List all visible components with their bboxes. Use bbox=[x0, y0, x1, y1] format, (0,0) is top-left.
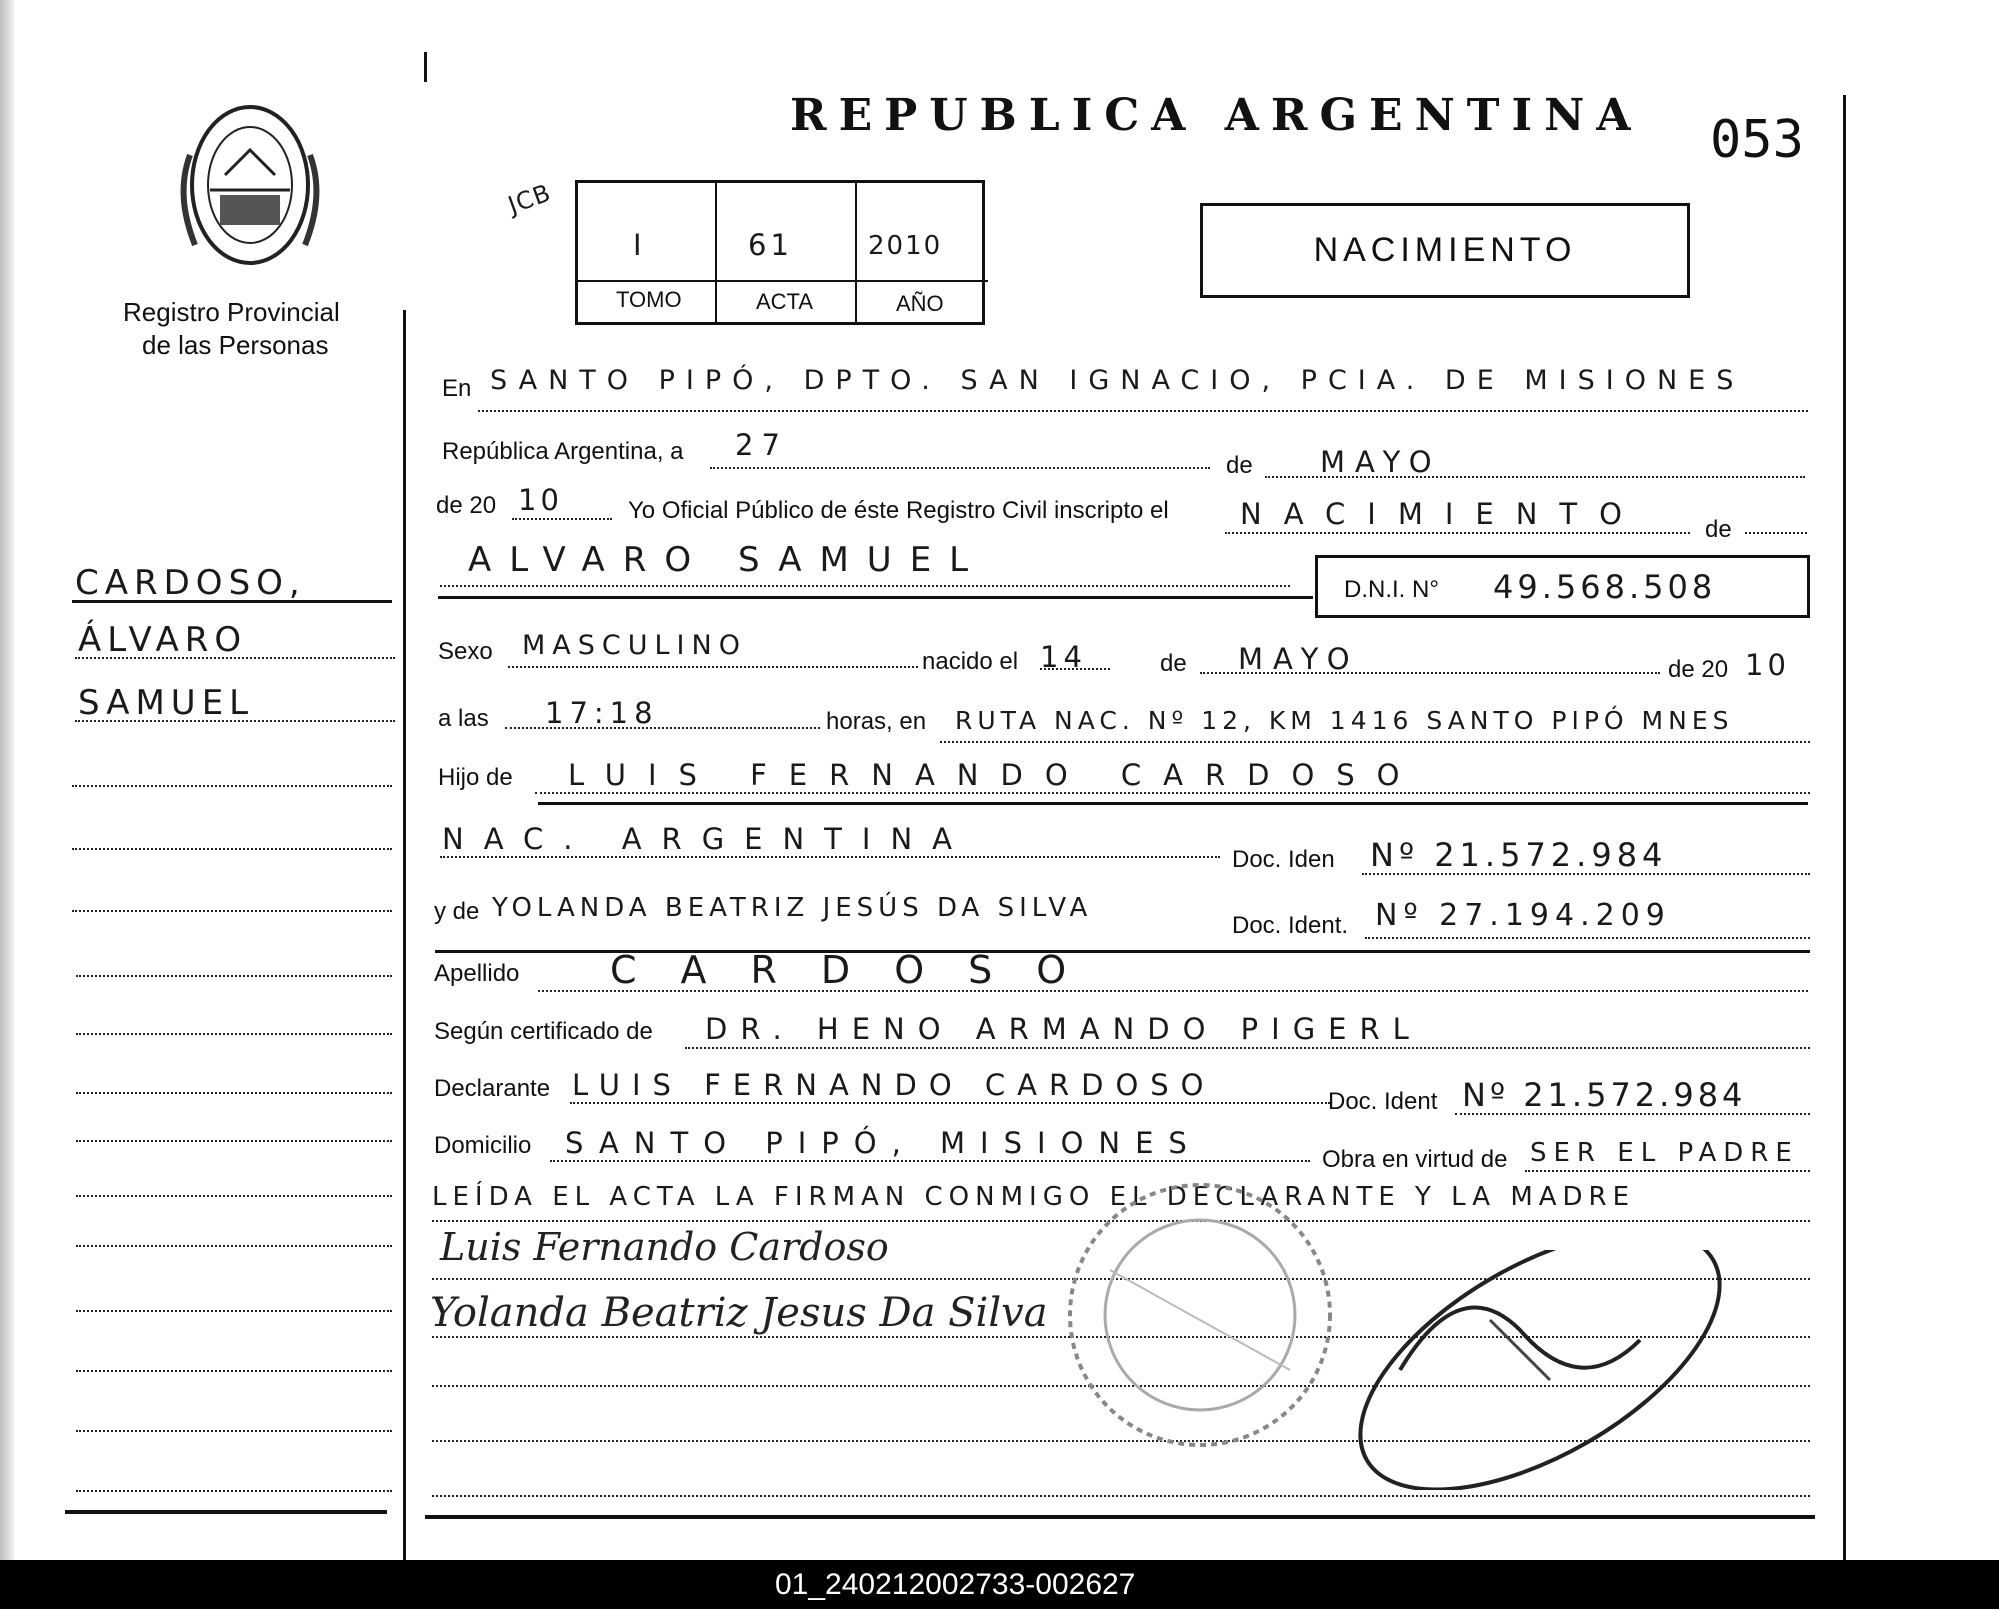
value-lugar-nac: RUTA NAC. Nº 12, KM 1416 SANTO PIPÓ MNES bbox=[955, 706, 1734, 735]
anio-value: 2010 bbox=[868, 231, 943, 261]
label-domicilio: Domicilio bbox=[434, 1132, 532, 1159]
anio-label: AÑO bbox=[896, 291, 944, 316]
value-domicilio: SANTO PIPÓ, MISIONES bbox=[565, 1126, 1202, 1160]
divider-top-mark bbox=[424, 52, 427, 82]
office-name-line2: de las Personas bbox=[142, 330, 329, 360]
value-inscripcion: NACIMIENTO bbox=[1240, 497, 1644, 531]
value-mes: MAYO bbox=[1320, 445, 1442, 479]
value-padre-doc: Nº 21.572.984 bbox=[1370, 836, 1668, 874]
value-leida: LEÍDA EL ACTA LA FIRMAN CONMIGO EL DECLARANTE Y LA MADRE bbox=[432, 1182, 1636, 1212]
label-de-20: de 20 bbox=[436, 492, 497, 519]
label-obra: Obra en virtud de bbox=[1322, 1146, 1508, 1173]
value-certificado: DR. HENO ARMANDO PIGERL bbox=[705, 1012, 1422, 1046]
tomo-value: I bbox=[633, 228, 644, 262]
value-declarante: LUIS FERNANDO CARDOSO bbox=[572, 1068, 1216, 1102]
label-republica: República Argentina, a bbox=[442, 438, 684, 465]
value-apellido: CARDOSO bbox=[610, 948, 1111, 992]
label-y-de: y de bbox=[434, 898, 480, 925]
value-nac-dia: 14 bbox=[1040, 640, 1087, 674]
value-padre: LUIS FERNANDO CARDOSO bbox=[568, 758, 1422, 792]
signature-madre: Yolanda Beatriz Jesus Da Silva bbox=[430, 1290, 1048, 1336]
value-anio: 10 bbox=[518, 483, 563, 517]
label-de-nombre: de bbox=[1705, 516, 1732, 543]
office-name-line1: Registro Provincial bbox=[123, 297, 340, 327]
label-sexo: Sexo bbox=[438, 638, 493, 665]
label-de-mes: de bbox=[1226, 452, 1253, 479]
value-nac-anio: 10 bbox=[1745, 648, 1790, 682]
label-doc-ident-1: Doc. Iden bbox=[1232, 846, 1335, 873]
value-padre-nac: NAC. ARGENTINA bbox=[442, 822, 972, 856]
right-border bbox=[1843, 95, 1846, 1560]
label-segun: Según certificado de bbox=[434, 1018, 653, 1045]
value-madre: YOLANDA BEATRIZ JESÚS DA SILVA bbox=[492, 893, 1093, 923]
acta-label: ACTA bbox=[756, 289, 814, 314]
tomo-label: TOMO bbox=[616, 287, 682, 312]
label-de-nac-mes: de bbox=[1160, 650, 1187, 677]
act-type: NACIMIENTO bbox=[1313, 231, 1577, 269]
value-lugar: SANTO PIPÓ, DPTO. SAN IGNACIO, PCIA. DE MISIONES bbox=[490, 365, 1745, 396]
margin-name-line1: CARDOSO, bbox=[75, 563, 306, 603]
value-nac-mes: MAYO bbox=[1238, 642, 1360, 676]
label-nacido-el: nacido el bbox=[922, 648, 1019, 675]
value-dni: 49.568.508 bbox=[1493, 568, 1717, 606]
label-dni: D.N.I. N° bbox=[1344, 576, 1439, 603]
value-declarante-doc: Nº 21.572.984 bbox=[1462, 1076, 1747, 1114]
value-dia: 27 bbox=[735, 428, 788, 462]
label-yo-oficial: Yo Oficial Público de éste Registro Civil inscripto el bbox=[628, 497, 1169, 524]
document-code: 01_240212002733-002627 bbox=[775, 1568, 1136, 1601]
margin-divider bbox=[403, 310, 406, 1560]
value-hora: 17:18 bbox=[545, 696, 659, 730]
label-declarante: Declarante bbox=[434, 1075, 551, 1102]
folio-number: 053 bbox=[1710, 110, 1804, 170]
label-doc-ident-2: Doc. Ident. bbox=[1232, 912, 1349, 939]
label-apellido: Apellido bbox=[434, 960, 520, 987]
country-title: REPUBLICA ARGENTINA bbox=[790, 90, 1643, 141]
value-madre-doc: Nº 27.194.209 bbox=[1375, 898, 1671, 933]
acta-value: 61 bbox=[748, 228, 793, 262]
label-doc-ident-3: Doc. Ident bbox=[1328, 1088, 1438, 1115]
footer-bar bbox=[0, 1560, 1999, 1609]
act-type-box bbox=[1200, 203, 1690, 298]
register-box bbox=[575, 180, 985, 325]
label-de-20-nac: de 20 bbox=[1668, 656, 1729, 683]
official-stamp bbox=[1050, 1150, 1350, 1480]
value-nombre: ALVARO SAMUEL bbox=[468, 540, 987, 580]
label-en: En bbox=[442, 375, 472, 402]
dni-box bbox=[1315, 555, 1810, 618]
label-a-las: a las bbox=[438, 705, 489, 732]
scan-edge bbox=[0, 0, 14, 1560]
margin-name-line3: SAMUEL bbox=[78, 683, 255, 723]
label-hijo-de: Hijo de bbox=[438, 764, 513, 791]
value-sexo: MASCULINO bbox=[522, 630, 747, 661]
label-horas-en: horas, en bbox=[826, 708, 927, 735]
margin-name-line2: ÁLVARO bbox=[78, 620, 248, 660]
value-virtud: SER EL PADRE bbox=[1530, 1138, 1799, 1168]
corner-initials: JCB bbox=[504, 178, 555, 220]
provincial-emblem bbox=[170, 95, 330, 275]
officer-signature bbox=[1320, 1250, 1750, 1490]
signature-declarante: Luis Fernando Cardoso bbox=[440, 1225, 889, 1269]
